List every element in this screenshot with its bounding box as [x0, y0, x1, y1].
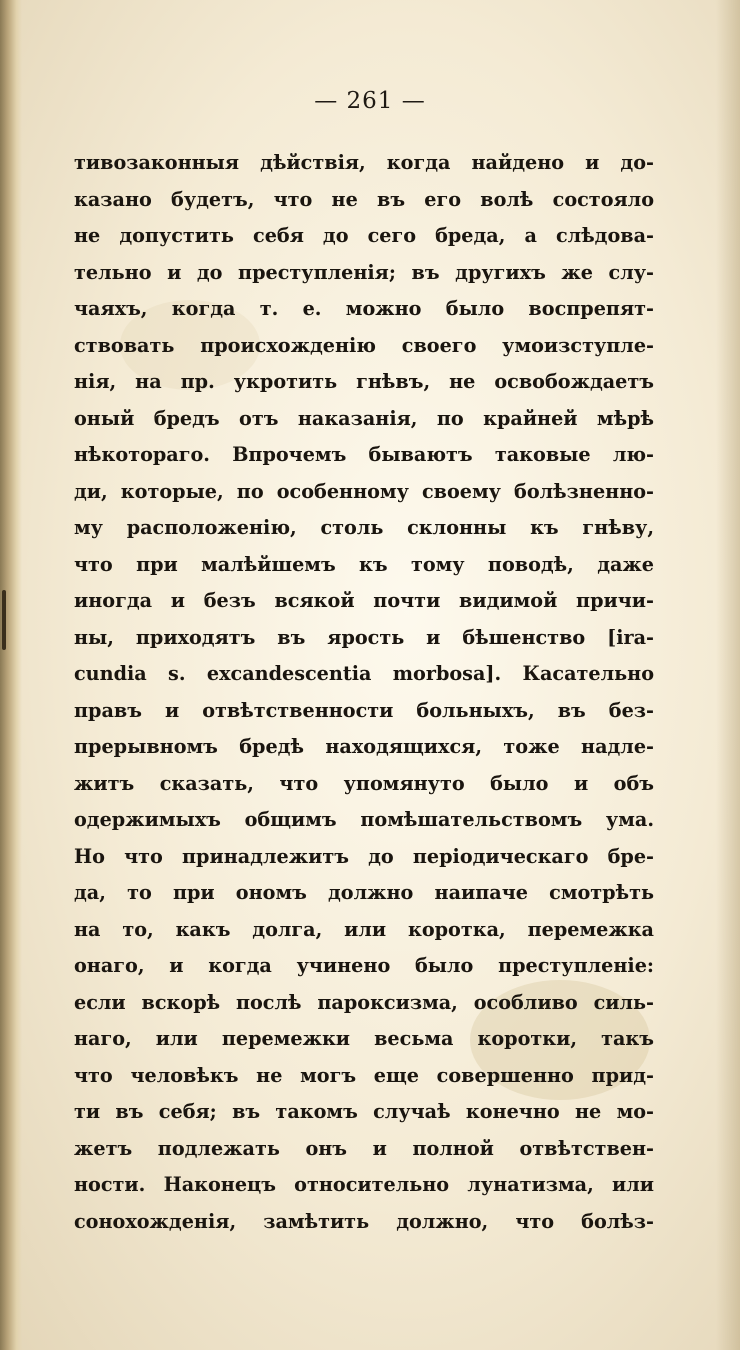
- text-line: прерывномъ бредѣ находящихся, тоже надле-: [74, 735, 654, 758]
- text-line: что человѣкъ не могъ еще совершенно прид-: [74, 1063, 654, 1087]
- text-line: казано будетъ, что не въ его волѣ состояло: [74, 187, 654, 211]
- text-line: что при малѣйшемъ къ тому поводѣ, даже: [74, 552, 654, 576]
- text-line: чаяхъ, когда т. е. можно было воспрепят-: [74, 297, 654, 320]
- text-line: наго, или перемежки весьма коротки, такъ: [74, 1027, 654, 1050]
- binding-mark: [2, 590, 6, 650]
- page-number: — 261 —: [314, 88, 426, 114]
- text-line: если вскорѣ послѣ пароксизма, особливо силь-: [74, 990, 654, 1014]
- text-line: правъ и отвѣтственности больныхъ, въ без-: [74, 698, 654, 722]
- text-line: одержимыхъ общимъ помѣшательствомъ ума.: [74, 808, 654, 831]
- text-line: ности. Наконецъ относительно лунатизма, или: [74, 1173, 654, 1196]
- text-line: му расположенію, столь склонны къ гнѣву,: [74, 516, 654, 539]
- text-line: ти въ себя; въ такомъ случаѣ конечно не мо-: [74, 1100, 654, 1123]
- text-line: сонохожденія, замѣтить должно, что болѣз-: [74, 1209, 654, 1233]
- text-line: онаго, и когда учинено было преступленіе:: [74, 954, 654, 977]
- text-line: оный бредъ отъ наказанія, по крайней мѣрѣ: [74, 406, 654, 430]
- text-line: нѣкотораго. Впрочемъ бываютъ таковые лю-: [74, 443, 654, 466]
- text-line: на то, какъ долга, или коротка, перемежка: [74, 917, 654, 941]
- body-text: [74, 145, 654, 1240]
- text-line: не допустить себя до сего бреда, а слѣдова-: [74, 224, 654, 247]
- text-line: ны, приходятъ въ ярость и бѣшенство [ira-: [74, 625, 654, 649]
- text-line: cundia s. excandescentia morbosa]. Касательно: [74, 662, 654, 685]
- text-line: иногда и безъ всякой почти видимой причи-: [74, 589, 654, 612]
- page-shadow: [716, 0, 740, 1350]
- binding-edge: [0, 0, 22, 1350]
- text-line: жетъ подлежать онъ и полной отвѣтствен-: [74, 1136, 654, 1160]
- text-line: житъ сказать, что упомянуто было и объ: [74, 771, 654, 795]
- text-line: нія, на пр. укротить гнѣвъ, не освобождаетъ: [74, 370, 654, 393]
- text-line: тельно и до преступленія; въ другихъ же слу-: [74, 260, 654, 284]
- text-line: да, то при ономъ должно наипаче смотрѣть: [74, 881, 654, 904]
- text-line: ствовать происхожденію своего умоизступле-: [74, 333, 654, 357]
- text-line: тивозаконныя дѣйствія, когда найдено и до-: [74, 151, 654, 174]
- text-line: ди, которые, по особенному своему болѣзненно-: [74, 479, 654, 503]
- text-line: Но что принадлежитъ до періодическаго бре-: [74, 844, 654, 868]
